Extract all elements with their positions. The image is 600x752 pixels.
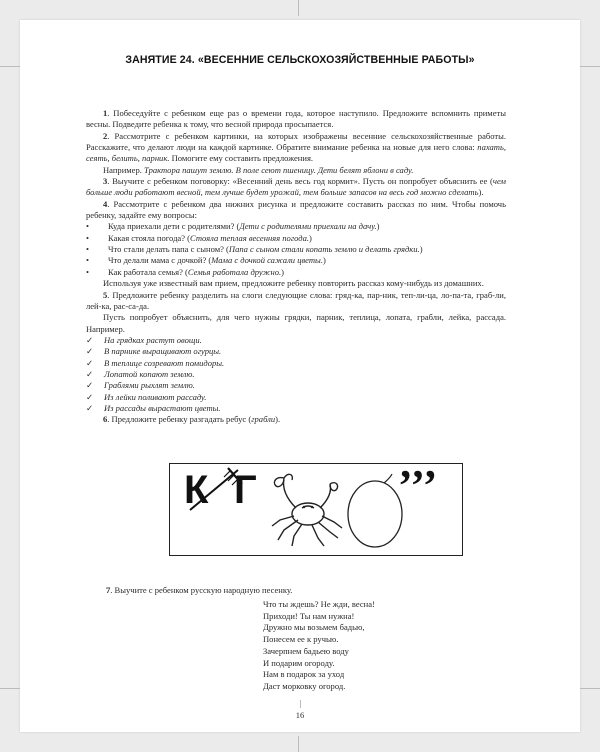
example-lead: Например.: [103, 164, 145, 175]
check-item: [86, 403, 506, 414]
section-text: ).: [478, 187, 484, 198]
bullet-item: [86, 244, 506, 255]
bullet-item: [86, 255, 506, 266]
check-icon: ✓: [86, 402, 94, 413]
section-1: [86, 108, 506, 131]
check-text: Граблями рыхлят землю.: [104, 380, 195, 391]
check-text: На грядках растут овощи.: [104, 334, 202, 345]
check-text: Лопатой копают землю.: [104, 368, 195, 379]
check-icon: ✓: [86, 334, 94, 345]
bullet-end: ): [322, 255, 326, 266]
section-number: 3: [103, 176, 108, 187]
crop-mark: [298, 0, 299, 16]
bullet-end: ): [309, 232, 312, 243]
bullet-icon: •: [86, 255, 89, 266]
section-text: ).: [275, 414, 281, 425]
section-number: 5: [103, 289, 108, 300]
bullet-answer: Дети с родителями приехали на дачу.: [239, 221, 377, 232]
check-item: [86, 392, 506, 403]
section-4: [86, 199, 506, 222]
bullet-icon: •: [86, 244, 89, 255]
check-text: В парнике выращивают огурцы.: [104, 346, 222, 357]
section-number: 1: [103, 108, 108, 118]
poem-line: Даст морковку огород.: [263, 680, 346, 691]
bullet-end: ): [376, 221, 380, 232]
check-item: [86, 335, 506, 346]
section-text: . Предложите ребенку разгадать ребус (: [107, 414, 252, 425]
lemon-icon: [344, 470, 406, 552]
check-item: [86, 380, 506, 391]
section-text: Помогите ему составить предложения.: [169, 153, 314, 164]
section-number: 2: [103, 130, 108, 141]
poem-line: И подарим огороду.: [263, 657, 335, 668]
check-item: [86, 346, 506, 357]
section-text: . Предложите ребенку разделить на слоги следующие слова: гряд-ка, пар-ник, теп-ли-ца, ло-па-та, граб-ли, лей-ка, рас-са-да.: [86, 289, 506, 311]
poem-line: Нам в подарок за уход: [263, 669, 345, 680]
folk-song: [263, 599, 463, 693]
section-text: . Побеседуйте с ребенком еще раз о времени года, которое наступило. Предложите вспомнить приметы весны. Подведите ребенка к тому, что весной природа просыпается.: [86, 108, 506, 130]
check-icon: ✓: [86, 368, 94, 379]
bullet-item: [86, 233, 506, 244]
page-title: ЗАНЯТИЕ 24. «ВЕСЕННИЕ СЕЛЬСКОХОЗЯЙСТВЕННЫЕ РАБОТЫ»: [125, 54, 475, 66]
bullet-question: Что стали делать папа с сыном? (: [108, 244, 229, 255]
document-page: [20, 20, 580, 732]
check-icon: ✓: [86, 380, 94, 391]
crop-mark: [300, 700, 301, 708]
section-text: . Рассмотрите с ребенком картинки, на которых изображены весенние сельскохозяйственные работы. Расскажите, что делают люди на каждой картинке. Обратите внимание ребенка на новые для него слова:: [86, 130, 506, 153]
bullet-answer: Семья работала дружно.: [187, 266, 282, 277]
bullet-item: [86, 267, 506, 278]
bullet-answer: Папа с сыном стали копать землю и делать грядки.: [228, 244, 420, 255]
section-italic: грабли: [251, 414, 276, 425]
section-6: [86, 414, 506, 425]
bullet-end: ): [281, 266, 284, 277]
section-3: [86, 176, 506, 199]
bullet-icon: •: [86, 266, 89, 277]
section-2: [86, 131, 506, 165]
section-text: . Выучите с ребенком русскую народную песенку.: [110, 585, 293, 595]
bullet-question: Что делали мама с дочкой? (: [108, 255, 212, 266]
poem-line: Зачерпнем бадьею воду: [263, 645, 349, 656]
poem-line: Приходи! Ты нам нужна!: [263, 610, 355, 621]
check-text: Из лейки поливают рассаду.: [104, 391, 207, 402]
section-italic: чем больше люди работают весной, тем лучше будет урожай, тем больше запасов на весь год можно сделать: [86, 176, 506, 198]
crab-icon: [266, 468, 346, 550]
poem-line: Понесем ее к ручью.: [263, 634, 339, 645]
bullet-answer: Стояла теплая весенняя погода.: [190, 232, 310, 243]
check-icon: ✓: [86, 357, 94, 368]
new-words: пахать, сеять, белить, парник.: [86, 142, 506, 164]
check-icon: ✓: [86, 391, 94, 402]
section-5: [86, 290, 506, 313]
section-text: . Рассмотрите с ребенком два нижних рисунка и предложите составить рассказ по ним. Чтобы помочь ребенку, задайте ему вопросы:: [86, 198, 506, 221]
check-text: Из рассады вырастают цветы.: [104, 402, 221, 413]
bullet-icon: •: [86, 232, 89, 243]
rebus-letter: Г: [234, 468, 257, 512]
check-item: [86, 369, 506, 380]
bullet-item: [86, 221, 506, 232]
poem-line: Что ты ждешь? Не жди, весна!: [263, 599, 375, 609]
rebus-letter: К: [184, 468, 209, 512]
rebus-quotes: ’’’: [398, 461, 439, 510]
section-7: [106, 585, 506, 596]
bullet-icon: •: [86, 221, 89, 232]
section-number: 6: [103, 414, 108, 425]
bullet-answer: Мама с дочкой сажали цветы.: [211, 255, 323, 266]
section-number: 7: [106, 585, 111, 595]
section-text: . Выучите с ребенком поговорку: «Весенний день весь год кормит». Пусть он попробует объяснить ее (: [107, 176, 493, 187]
bullet-question: Куда приехали дети с родителями? (: [108, 221, 240, 232]
check-item: [86, 358, 506, 369]
bullet-question: Как работала семья? (: [108, 266, 188, 277]
bullet-question: Какая стояла погода? (: [108, 232, 191, 243]
crop-mark: [580, 66, 600, 67]
check-text: В теплице созревают помидоры.: [104, 357, 225, 368]
crop-mark: [0, 66, 20, 67]
section-5-text: Пусть попробует объяснить, для чего нужны грядки, парник, теплица, лопата, грабли, лейка, рассада. Например.: [86, 312, 506, 334]
rebus-picture: [169, 463, 463, 556]
page-number: 16: [295, 710, 305, 720]
example-text: Трактора пашут землю. В поле сеют пшеницу. Дети белят яблони в саду.: [144, 164, 414, 175]
section-4-after: Используя уже известный вам прием, предложите ребенку повторить рассказ кому-нибудь из домашних.: [103, 278, 484, 289]
bullet-end: ): [419, 244, 423, 255]
poem-line: Дружно мы возьмем бадью,: [263, 622, 365, 633]
section-number: 4: [103, 198, 108, 209]
section-2-example: [86, 165, 506, 176]
crop-mark: [0, 688, 20, 689]
main-text: [86, 108, 506, 426]
crop-mark: [580, 688, 600, 689]
check-icon: ✓: [86, 346, 94, 357]
